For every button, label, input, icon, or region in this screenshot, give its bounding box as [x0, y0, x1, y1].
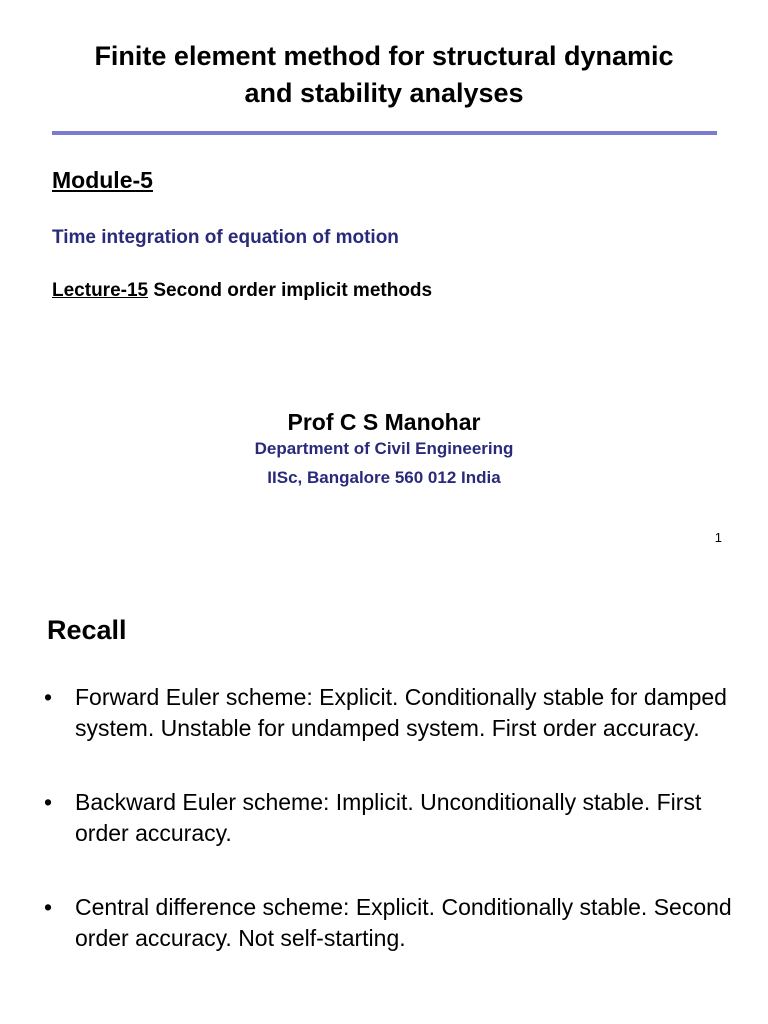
- recall-heading: Recall: [47, 615, 127, 645]
- bullet-dot: •: [44, 684, 53, 710]
- bullet-dot: •: [44, 894, 53, 920]
- institute-address: IISc, Bangalore 560 012 India: [267, 468, 501, 487]
- slide-title: [0, 38, 768, 112]
- recall-bullet-list: [44, 682, 734, 997]
- author-name: Prof C S Manohar: [287, 409, 481, 435]
- bullet-text: Forward Euler scheme: Explicit. Conditionally stable for damped system. Unstable for undamped system. First order accuracy.: [75, 684, 727, 741]
- module-subtitle: Time integration of equation of motion: [52, 227, 399, 248]
- bullet-text: Backward Euler scheme: Implicit. Unconditionally stable. First order accuracy.: [75, 789, 702, 846]
- bullet-text: Central difference scheme: Explicit. Conditionally stable. Second order accuracy. Not self-starting.: [75, 894, 732, 951]
- department: Department of Civil Engineering: [254, 439, 514, 458]
- bullet-central-difference: [44, 892, 734, 954]
- title-divider: [52, 131, 717, 135]
- slide-title-line-2: and stability analyses: [244, 78, 524, 108]
- module-label: Module-5: [52, 167, 153, 193]
- slide-title-line-1: Finite element method for structural dynamic: [94, 41, 674, 71]
- page-number: 1: [714, 530, 722, 545]
- bullet-dot: •: [44, 789, 53, 815]
- bullet-forward-euler: [44, 682, 734, 744]
- bullet-backward-euler: [44, 787, 734, 849]
- lecture-number: Lecture-15: [52, 280, 149, 301]
- lecture-line: [52, 279, 432, 303]
- lecture-title: Second order implicit methods: [148, 280, 433, 301]
